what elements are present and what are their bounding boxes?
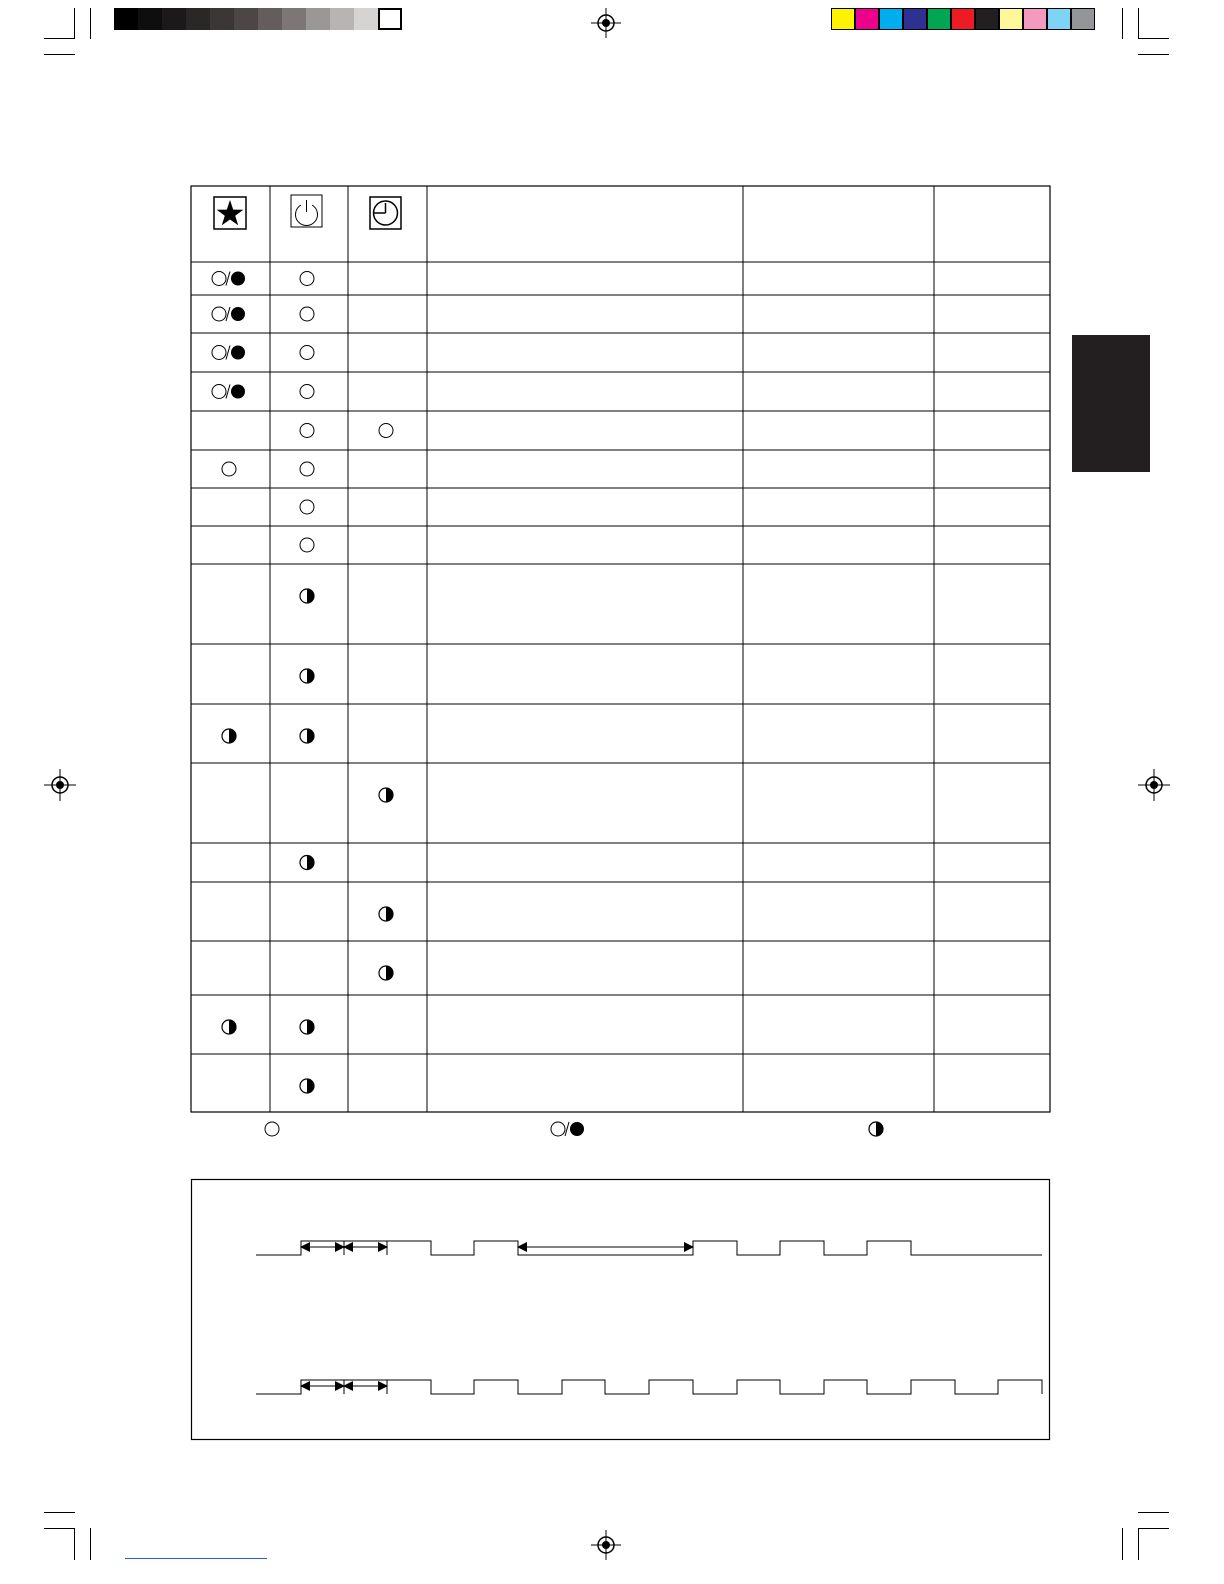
table-row [379, 966, 393, 980]
gray-swatch [186, 8, 210, 30]
outline-or-filled-circle-icon [551, 1122, 584, 1136]
table-row [300, 669, 314, 683]
gray-swatch [138, 8, 162, 30]
outline-or-filled-circle-icon [212, 385, 245, 399]
table-row [212, 272, 314, 286]
color-swatch [951, 8, 975, 30]
indicator-table [190, 185, 1052, 1115]
half-filled-circle-icon [300, 669, 314, 683]
waveform-top [256, 1241, 1042, 1255]
table-row [212, 307, 314, 321]
outline-circle-icon [300, 272, 314, 286]
gray-swatch [378, 8, 402, 30]
table-row [300, 589, 314, 603]
color-swatch [855, 8, 879, 30]
half-filled-circle-icon [222, 1020, 236, 1034]
power-icon [291, 195, 322, 227]
symbol-legend [0, 1118, 1224, 1142]
registration-mark-right [1138, 769, 1170, 801]
table-row [212, 346, 314, 360]
outline-circle-icon [300, 307, 314, 321]
color-swatch [1047, 8, 1071, 30]
gray-swatch [306, 8, 330, 30]
half-filled-circle-icon [869, 1122, 883, 1136]
outline-circle-icon [222, 462, 236, 476]
color-swatch [903, 8, 927, 30]
gray-swatch [330, 8, 354, 30]
outline-or-filled-circle-icon [212, 346, 245, 360]
color-swatch [999, 8, 1023, 30]
registration-mark-top [590, 8, 622, 38]
gray-swatch [210, 8, 234, 30]
half-filled-circle-icon [379, 907, 393, 921]
half-filled-circle-icon [379, 788, 393, 802]
section-tab-marker [1072, 335, 1150, 472]
table-row [300, 500, 314, 514]
timing-diagram [190, 1178, 1052, 1442]
color-swatch [975, 8, 999, 30]
table-header [214, 195, 401, 229]
outline-circle-icon [300, 424, 314, 438]
registration-mark-left [44, 769, 76, 801]
gray-swatch [234, 8, 258, 30]
half-filled-circle-icon [300, 589, 314, 603]
outline-circle-icon [300, 500, 314, 514]
half-filled-circle-icon [222, 729, 236, 743]
half-filled-circle-icon [300, 1020, 314, 1034]
outline-or-filled-circle-icon [212, 272, 245, 286]
table-row [300, 856, 314, 870]
table-row [300, 424, 393, 438]
outline-or-filled-circle-icon [212, 307, 245, 321]
clock-icon [370, 197, 401, 229]
table-row [300, 538, 314, 552]
gray-swatch [114, 8, 138, 30]
star-icon [214, 197, 246, 229]
outline-circle-icon [300, 385, 314, 399]
table-row [379, 907, 393, 921]
table-row [222, 1020, 314, 1034]
color-swatch [1071, 8, 1095, 30]
outline-circle-icon [265, 1122, 279, 1136]
table-border [191, 186, 1050, 1112]
waveform-bottom [256, 1380, 1042, 1394]
outline-circle-icon [300, 346, 314, 360]
outline-circle-icon [300, 538, 314, 552]
table-row [300, 1079, 314, 1093]
outline-circle-icon [379, 424, 393, 438]
half-filled-circle-icon [379, 966, 393, 980]
outline-circle-icon [300, 462, 314, 476]
table-row [379, 788, 393, 802]
color-swatch [927, 8, 951, 30]
gray-swatch [162, 8, 186, 30]
color-swatch [1023, 8, 1047, 30]
registration-mark-bottom [590, 1530, 622, 1560]
table-row [222, 462, 314, 476]
table-row [222, 729, 314, 743]
half-filled-circle-icon [300, 729, 314, 743]
diagram-border [192, 1180, 1050, 1440]
half-filled-circle-icon [300, 1079, 314, 1093]
table-row [212, 385, 314, 399]
gray-swatch [258, 8, 282, 30]
color-swatch [831, 8, 855, 30]
color-swatch [879, 8, 903, 30]
half-filled-circle-icon [300, 856, 314, 870]
gray-swatch [354, 8, 378, 30]
gray-swatch [282, 8, 306, 30]
